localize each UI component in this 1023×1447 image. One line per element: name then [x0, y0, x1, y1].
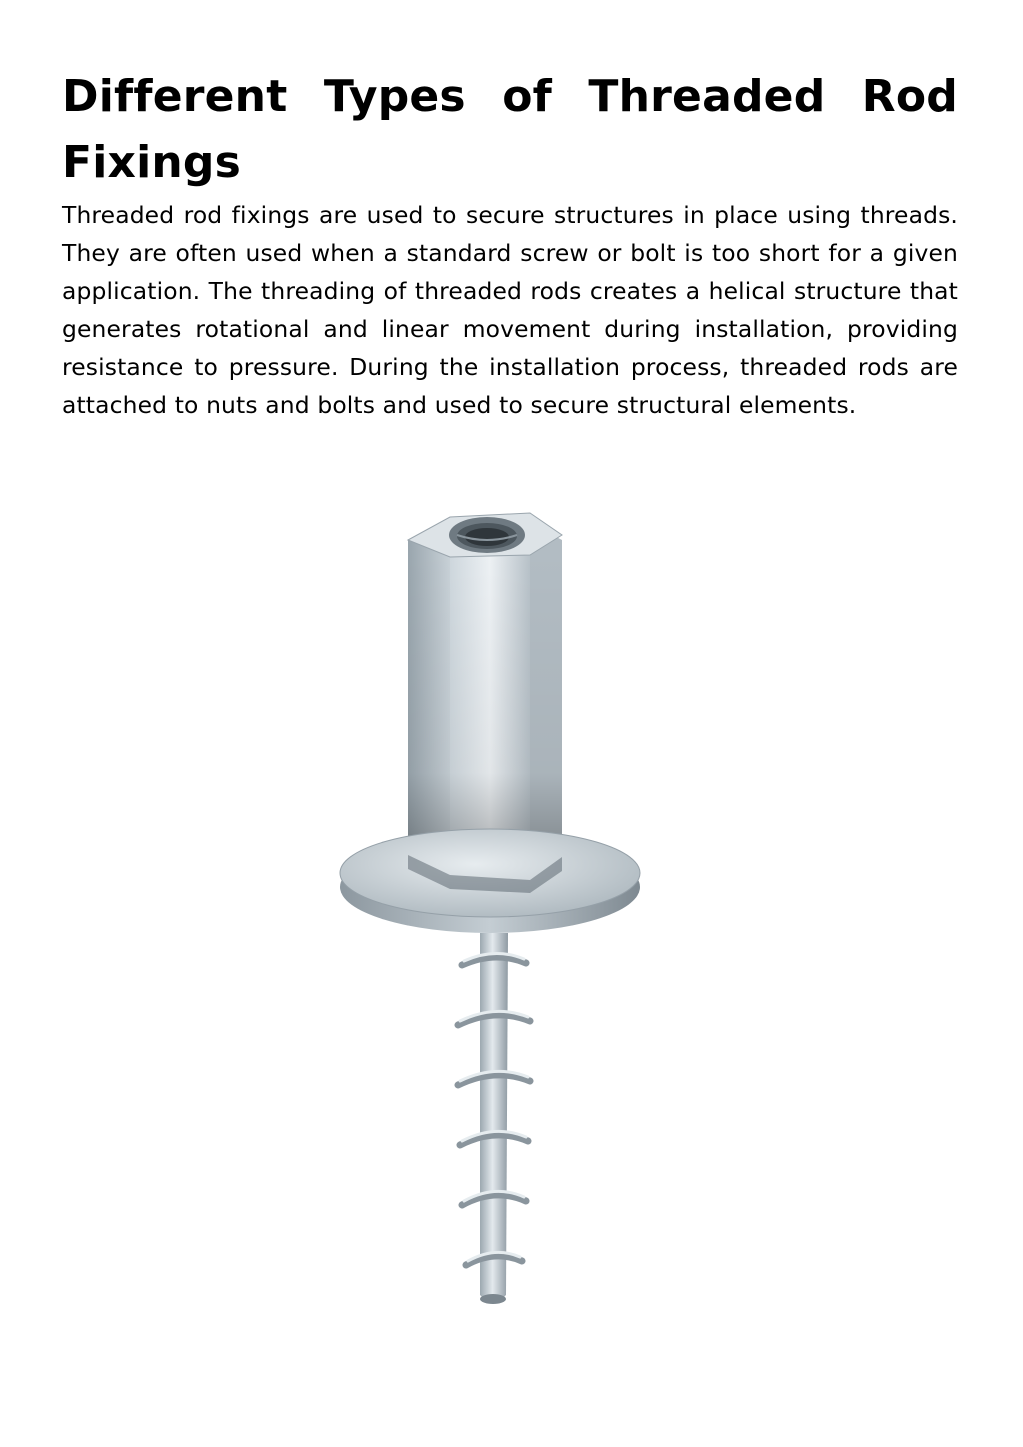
threaded-rod-coupler-illustration — [330, 495, 690, 1325]
article — [62, 64, 958, 424]
washer — [340, 829, 640, 933]
article-body: Threaded rod fixings are used to secure structures in place using threads. They are often used when a standard screw or bolt is too short for a given application. The threading of threaded rods creates a helical structure that generates rotational and linear movement during installation, providing resistance to pressure. During the installation process, threaded rods are attached to nuts and bolts and used to secure structural elements. — [62, 201, 958, 419]
product-image — [330, 495, 690, 1325]
hex-coupler — [408, 513, 562, 880]
page-title: Different Types of Threaded Rod Fixings — [62, 71, 958, 188]
screw-shaft — [458, 933, 530, 1304]
